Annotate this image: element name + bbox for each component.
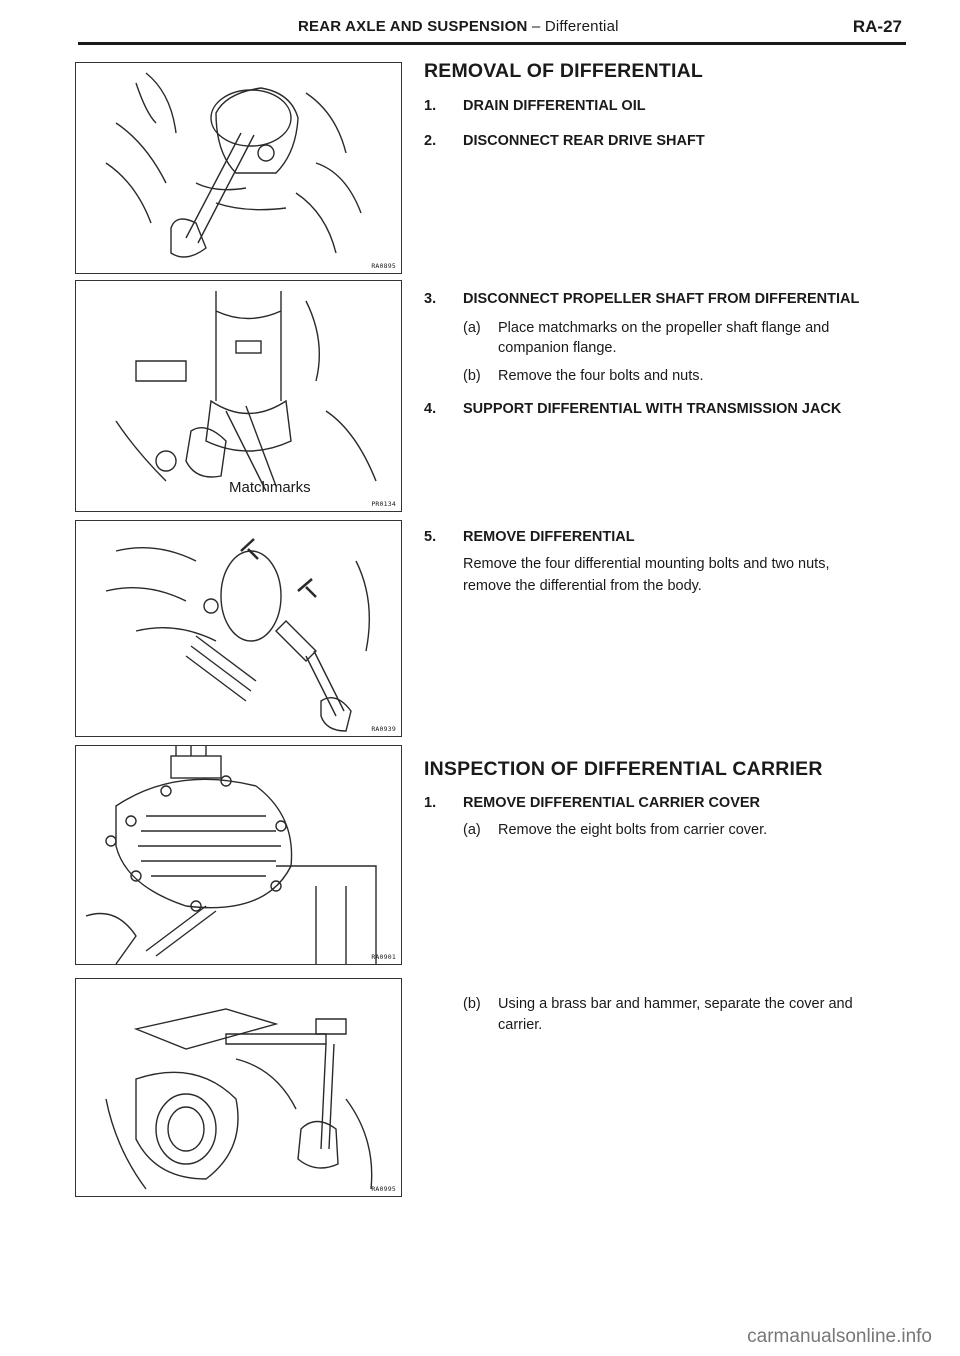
removal-step-3a-cont: companion flange. — [498, 340, 617, 356]
inspection-section-title: INSPECTION OF DIFFERENTIAL CARRIER — [424, 758, 823, 780]
header-title: REAR AXLE AND SUSPENSION – Differential — [298, 18, 619, 35]
removal-step-3b: (b) Remove the four bolts and nuts. — [463, 368, 704, 384]
removal-step-3a: (a) Place matchmarks on the propeller shaft flange and — [463, 320, 830, 336]
inspection-step-1b: (b) Using a brass bar and hammer, separate the cover and — [463, 996, 853, 1012]
removal-section-title: REMOVAL OF DIFFERENTIAL — [424, 60, 704, 82]
removal-step-4: 4. SUPPORT DIFFERENTIAL WITH TRANSMISSION JACK — [424, 401, 842, 417]
figure-code: PR0134 — [371, 500, 396, 508]
removal-step-5: 5. REMOVE DIFFERENTIAL — [424, 529, 635, 545]
figure-illustration — [76, 979, 401, 1196]
inspection-step-1: 1. REMOVE DIFFERENTIAL CARRIER COVER — [424, 795, 761, 811]
header-rule — [78, 42, 906, 45]
figure-code: RA0939 — [371, 725, 396, 733]
removal-step-1: 1. DRAIN DIFFERENTIAL OIL — [424, 98, 646, 114]
figure-drain-oil — [75, 62, 402, 274]
figure-code: RA0895 — [371, 262, 396, 270]
removal-step-5-body-line-1: Remove the four differential mounting bolts and two nuts, — [463, 556, 830, 572]
figure-matchmarks — [75, 280, 402, 512]
figure-illustration — [76, 746, 401, 964]
figure-illustration — [76, 63, 401, 273]
removal-step-2: 2. DISCONNECT REAR DRIVE SHAFT — [424, 133, 705, 149]
inspection-step-1b-cont: carrier. — [498, 1017, 543, 1033]
figure-code: RA0901 — [371, 953, 396, 961]
page-number: RA-27 — [852, 17, 902, 36]
matchmarks-label: Matchmarks — [229, 479, 311, 496]
figure-illustration — [76, 521, 401, 736]
removal-step-5-body-line-2: remove the differential from the body. — [463, 578, 702, 594]
figure-separate-cover — [75, 978, 402, 1197]
footer-watermark: carmanualsonline.info — [747, 1326, 932, 1347]
inspection-step-1a: (a) Remove the eight bolts from carrier cover. — [463, 822, 768, 838]
figure-carrier-cover — [75, 745, 402, 965]
figure-code: RA0995 — [371, 1185, 396, 1193]
figure-illustration — [76, 281, 401, 511]
figure-remove-differential — [75, 520, 402, 737]
page-header — [78, 14, 906, 40]
removal-step-3: 3. DISCONNECT PROPELLER SHAFT FROM DIFFERENTIAL — [424, 291, 860, 307]
